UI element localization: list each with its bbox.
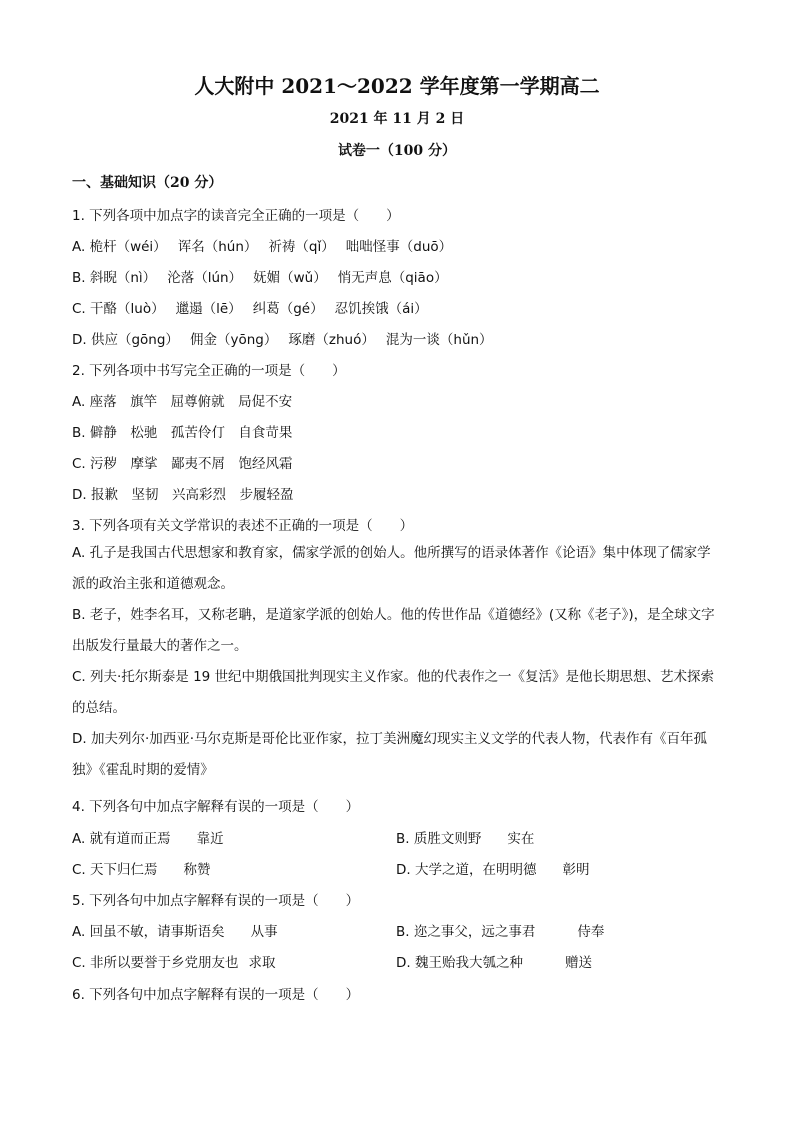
- q5-option-b-gloss: 侍奉: [577, 924, 605, 940]
- q1-option-d: D. 供应（gōng） 佣金（yōng） 琢磨（zhuó） 混为一谈（hǔn）: [72, 332, 493, 348]
- q5-option-b: [396, 920, 604, 940]
- q4-option-c-text: C. 天下归仁焉: [72, 862, 158, 878]
- q4-option-c-gloss: 称赞: [183, 862, 211, 878]
- q1-option-b: B. 斜睨（nì） 沦落（lún） 妩媚（wǔ） 悄无声息（qiāo）: [72, 270, 448, 286]
- q5-option-c-gloss: 求取: [248, 955, 276, 971]
- q4-option-c: [72, 858, 211, 878]
- q5-option-a: [72, 920, 278, 940]
- q3-stem: 3. 下列各项有关文学常识的表述不正确的一项是（ ）: [72, 518, 414, 534]
- q3-option-d: D. 加夫列尔·加西亚·马尔克斯是哥伦比亚作家，拉丁美洲魔幻现实主义文学的代表人物，代表作有《百年孤独》《霍乱时期的爱情》: [72, 731, 708, 778]
- q4-option-d: [396, 858, 589, 878]
- section-heading: 一、基础知识（20 分）: [72, 175, 223, 191]
- q5-option-d-gloss: 赠送: [564, 955, 592, 971]
- q5-option-b-text: B. 迩之事父，远之事君: [396, 924, 536, 940]
- q4-option-d-text: D. 大学之道，在明明德: [396, 862, 537, 878]
- q4-option-b-gloss: 实在: [507, 831, 535, 847]
- q3-option-a: A. 孔子是我国古代思想家和教育家，儒家学派的创始人。他所撰写的语录体著作《论语》集中体现了儒家学派的政治主张和道德观念。: [72, 545, 711, 592]
- q5-stem: 5. 下列各句中加点字解释有误的一项是（ ）: [72, 893, 360, 909]
- q4-option-a-text: A. 就有道而正焉: [72, 831, 171, 847]
- paper-subtitle: 试卷一（100 分）: [337, 143, 457, 159]
- q6-stem: 6. 下列各句中加点字解释有误的一项是（ ）: [72, 987, 360, 1003]
- q5-option-d: [396, 951, 592, 971]
- q1-stem: 1. 下列各项中加点字的读音完全正确的一项是（ ）: [72, 208, 400, 224]
- q5-option-c: [72, 951, 276, 971]
- q4-option-d-gloss: 彰明: [562, 862, 590, 878]
- q2-option-d: D. 报歉 坚韧 兴高彩烈 步履轻盈: [72, 487, 294, 503]
- q2-option-a: A. 座落 旗竿 屈尊俯就 局促不安: [72, 394, 293, 410]
- q2-stem: 2. 下列各项中书写完全正确的一项是（ ）: [72, 363, 346, 379]
- q2-option-c: C. 污秽 摩挲 鄙夷不屑 饱经风霜: [72, 456, 293, 472]
- q5-option-c-text: C. 非所以要誉于乡党朋友也: [72, 955, 239, 971]
- q1-option-a: A. 桅杆（wéi） 诨名（hún） 祈祷（qǐ） 咄咄怪事（duō）: [72, 239, 453, 255]
- q4-option-a-gloss: 靠近: [196, 831, 224, 847]
- q3-option-c: C. 列夫·托尔斯泰是 19 世纪中期俄国批判现实主义作家。他的代表作之一《复活》是他长期思想、艺术探索的总结。: [72, 669, 715, 716]
- q2-option-b: B. 僻静 松驰 孤苦伶仃 自食苛果: [72, 425, 293, 441]
- q5-option-d-text: D. 魏王贻我大瓠之种: [396, 955, 523, 971]
- q1-option-c: C. 干酪（luò） 邋遢（lē） 纠葛（gé） 忍饥挨饿（ái）: [72, 301, 428, 317]
- page-title: 人大附中 2021～2022 学年度第一学期高二: [194, 74, 600, 98]
- q4-option-a: [72, 827, 224, 847]
- q4-stem: 4. 下列各句中加点字解释有误的一项是（ ）: [72, 799, 360, 815]
- q4-option-b: [396, 827, 534, 847]
- q3-option-b: B. 老子，姓李名耳，又称老聃，是道家学派的创始人。他的传世作品《道德经》(又称《老子》)，是全球文字出版发行量最大的著作之一。: [72, 607, 715, 654]
- q5-option-a-gloss: 从事: [250, 924, 278, 940]
- exam-date: 2021 年 11 月 2 日: [329, 111, 465, 127]
- q4-option-b-text: B. 质胜文则野: [396, 831, 482, 847]
- q5-option-a-text: A. 回虽不敏，请事斯语矣: [72, 924, 225, 940]
